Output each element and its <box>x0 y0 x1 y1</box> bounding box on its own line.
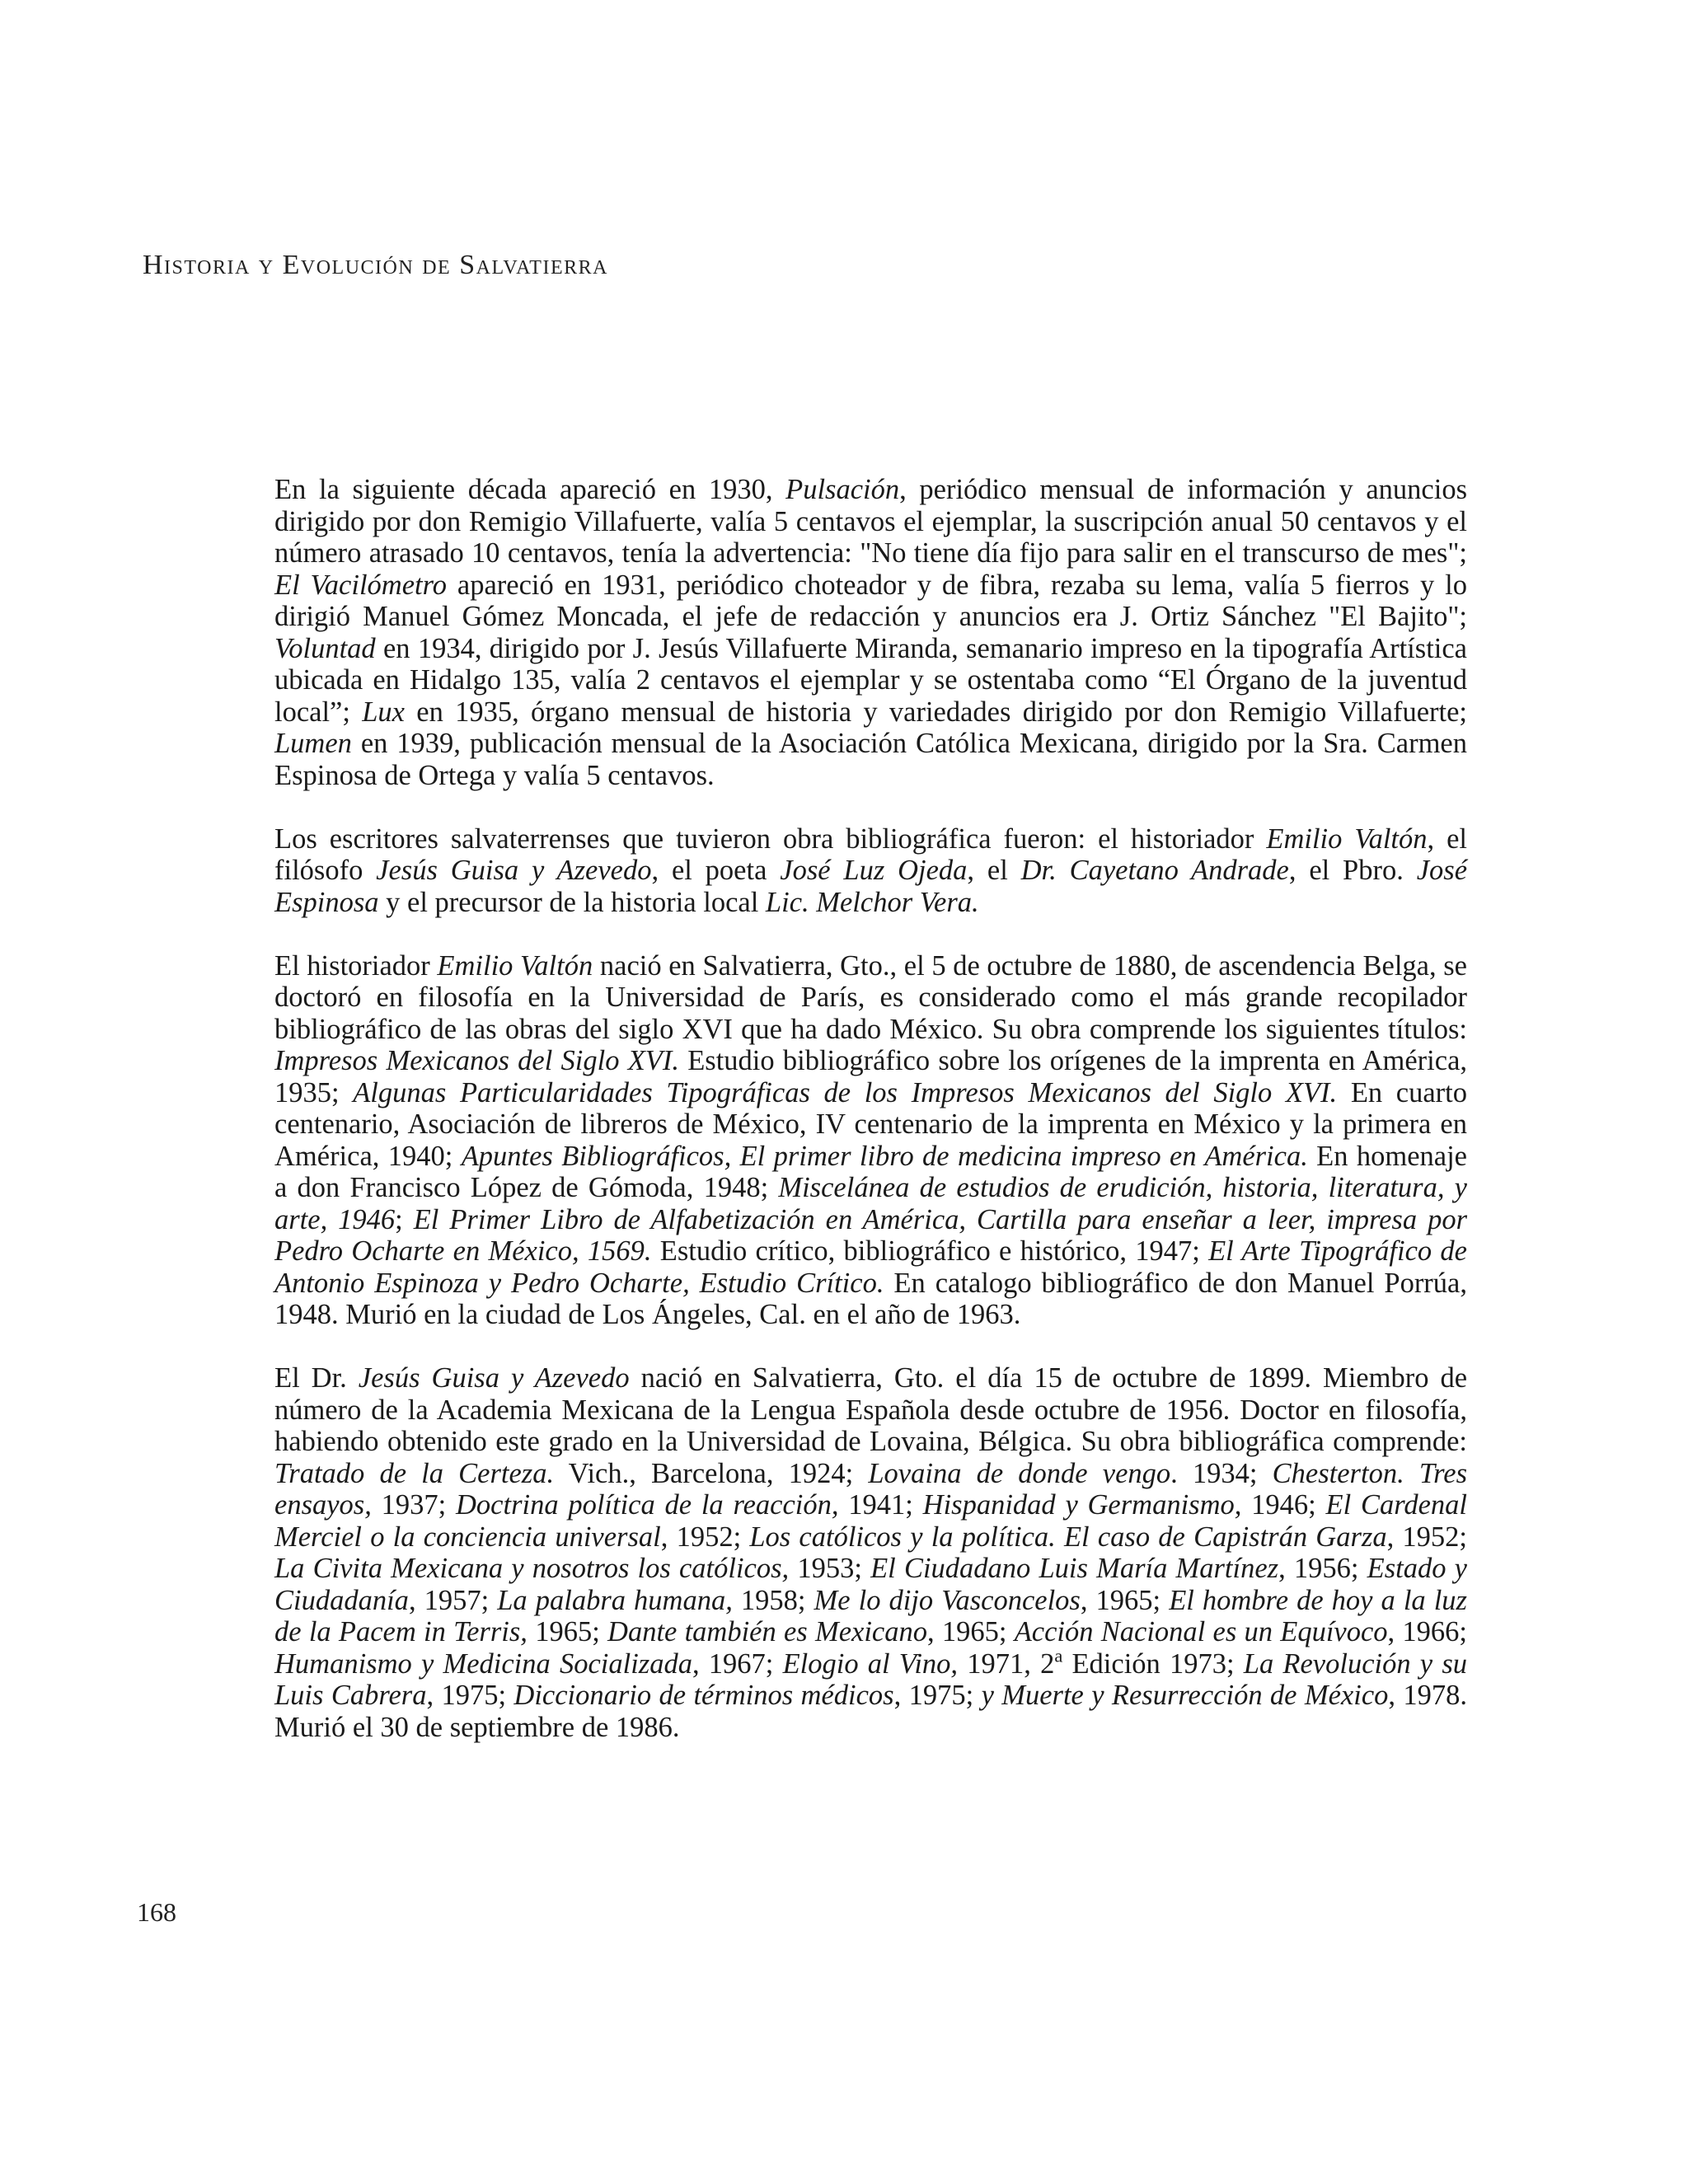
body-text <box>274 474 1467 1743</box>
text-run: , 1967; <box>692 1647 783 1680</box>
text-run: , 1956; <box>1278 1553 1367 1584</box>
text-run: , el filósofo <box>274 823 1467 886</box>
italic-title: Lic. Melchor Vera. <box>765 886 979 918</box>
text-run: , 1957; <box>408 1584 498 1616</box>
text-run: apareció en 1931, periódico choteador y de fibra, rezaba su lema, valía 5 fierros y lo dirigió Manuel Gómez Moncada, el jefe de redacción y anuncios era J. Ortiz Sánchez "El Bajito"; <box>274 569 1467 632</box>
paragraph <box>274 950 1467 1331</box>
text-run: , 1975; <box>893 1680 982 1711</box>
italic-title: Apuntes Bibliográficos, El primer libro de medicina impreso en América. <box>461 1140 1308 1172</box>
italic-title: Impresos Mexicanos del Siglo XVI. <box>274 1045 679 1076</box>
italic-title: El hombre de hoy a la luz de la Pacem in Terris, <box>274 1584 1467 1647</box>
text-run: nació en Salvatierra, Gto., el 5 de octubre de 1880, de ascendencia Belga, se doctoró en filosofía en la Universidad de París, es considerado como el más grande recopilador bibliográfico de las obras del siglo XVI que ha dado México. Su obra comprende los siguientes títulos: <box>274 949 1467 1045</box>
italic-title: Algunas Particularidades Tipográficas de los Impresos Mexicanos del Siglo XVI. <box>353 1076 1338 1108</box>
italic-title: Emilio Valtón <box>437 949 593 982</box>
italic-title: Lux <box>362 696 405 728</box>
text-run: . 1934; <box>1170 1457 1273 1489</box>
text-run: El Dr. <box>274 1362 359 1394</box>
italic-title: Jesús Guisa y Azevedo <box>376 855 652 886</box>
text-run: En homenaje a don Francisco López de Gómoda, 1948; <box>274 1140 1467 1203</box>
running-header: Historia y Evolución de Salvatierra <box>143 250 608 280</box>
italic-title: Doctrina política de la reacción, <box>456 1489 839 1521</box>
italic-title: El Cardenal Merciel o la conciencia universal <box>274 1489 1468 1553</box>
text-run: ; <box>395 1203 414 1235</box>
text-run: En cuarto centenario, Asociación de libreros de México, IV centenario de la imprenta en México y la primera en América, 1940; <box>274 1076 1467 1172</box>
italic-title: José Luz Ojeda <box>780 855 968 886</box>
italic-title: Emilio Valtón <box>1266 823 1428 855</box>
italic-title: Pulsación <box>785 474 900 505</box>
text-run: , el poeta <box>651 855 781 886</box>
italic-title: El Arte Tipográfico de Antonio Espinoza y Pedro Ocharte, Estudio Crítico. <box>274 1235 1467 1299</box>
text-run: 1965; <box>527 1616 608 1647</box>
text-run: 1946; <box>1241 1489 1326 1521</box>
italic-title: El Vacilómetro <box>274 569 447 601</box>
italic-title: Tratado de la Certeza. <box>274 1457 555 1489</box>
text-run: , periódico mensual de información y anuncios dirigido por don Remigio Villafuerte, valía 5 centavos el ejemplar, la suscripción anual 50 centavos y el número atrasado 10 centavos, tenía la advertencia: "No tiene día fijo para salir en el transcurso de mes"; <box>274 474 1467 569</box>
italic-title: Hispanidad y Germanismo, <box>922 1489 1242 1521</box>
text-run: 1937; <box>371 1489 456 1521</box>
text-run: , 1966; <box>1387 1616 1467 1647</box>
text-run: En la siguiente década apareció en 1930, <box>274 474 786 505</box>
italic-title: Humanismo y Medicina Socializada <box>274 1647 692 1680</box>
text-run: nació en Salvatierra, Gto. el día 15 de octubre de 1899. Miembro de número de la Academia Mexicana de la Lengua Española desde octubre de 1956. Doctor en filosofía, habiendo obtenido este grado en la Universidad de Lovaina, Bélgica. Su obra bibliográfica comprende: <box>274 1362 1468 1457</box>
text-run: , 1965; <box>927 1616 1015 1647</box>
text-run: , 1952; <box>1386 1521 1467 1553</box>
text-run: , 1978. Murió el 30 de septiembre de 1986. <box>274 1680 1468 1743</box>
italic-title: Dr. Cayetano Andrade <box>1020 855 1289 886</box>
text-run: , el <box>967 855 1021 886</box>
italic-title: Miscelánea de estudios de erudición, historia, literatura, y arte, 1946 <box>274 1172 1467 1235</box>
italic-title: Lumen <box>274 728 352 759</box>
italic-title: Elogio al Vino, <box>782 1647 959 1680</box>
superscript-text: a <box>1054 1645 1063 1666</box>
italic-title: Me lo dijo Vasconcelos <box>814 1584 1081 1616</box>
text-run: El historiador <box>274 949 438 982</box>
text-run: , el Pbro. <box>1288 855 1417 886</box>
italic-title: Voluntad <box>274 632 376 664</box>
italic-title: Chesterton. Tres ensayos, <box>274 1457 1468 1521</box>
italic-title: José Espinosa <box>274 855 1468 918</box>
text-run: Estudio bibliográfico sobre los orígenes de la imprenta en América, 1935; <box>274 1045 1468 1108</box>
italic-title: Dante también es Mexicano <box>607 1616 927 1647</box>
italic-title: Estado y Ciudadanía <box>274 1553 1467 1616</box>
text-run: 1953; <box>789 1553 871 1584</box>
italic-title: Los católicos y la política. El caso de Capistrán Garza <box>749 1521 1387 1553</box>
text-run: Vich., Barcelona, 1924; <box>554 1457 869 1489</box>
italic-title: y Muerte y Resurrección de México <box>981 1680 1389 1711</box>
text-run: en 1935, órgano mensual de historia y variedades dirigido por don Remigio Villafuerte; <box>404 696 1467 728</box>
italic-title: El Primer Libro de Alfabetización en América, Cartilla para enseñar a leer, impresa por Pedro Ocharte en México, 1569. <box>274 1203 1467 1267</box>
text-run: en 1939, publicación mensual de la Asociación Católica Mexicana, dirigido por la Sra. Carmen Espinosa de Ortega y valía 5 centavos. <box>274 728 1467 791</box>
text-run: Estudio crítico, bibliográfico e histórico, 1947; <box>651 1235 1209 1267</box>
italic-title: La Civita Mexicana y nosotros los católicos, <box>274 1553 790 1584</box>
italic-title: La Revolución y su Luis Cabrera <box>274 1647 1467 1711</box>
paragraph <box>274 474 1467 791</box>
italic-title: La palabra humana, <box>497 1584 733 1616</box>
italic-title: El Ciudadano Luis María Martínez <box>870 1553 1279 1584</box>
text-run: en 1934, dirigido por J. Jesús Villafuerte Miranda, semanario impreso en la tipografía Artística ubicada en Hidalgo 135, valía 2 centavos el ejemplar y se ostentaba como “El Órgano de la juventud local”; <box>274 632 1467 728</box>
italic-title: Lovaina de donde vengo <box>868 1457 1171 1489</box>
italic-title: Diccionario de términos médicos <box>513 1680 894 1711</box>
text-run: 1958; <box>732 1584 814 1616</box>
page-number: 168 <box>137 1897 176 1927</box>
paragraph <box>274 1362 1467 1743</box>
text-run: , 1952; <box>660 1521 750 1553</box>
text-run: 1941; <box>838 1489 923 1521</box>
text-run: Edición 1973; <box>1062 1647 1244 1680</box>
text-run: En catalogo bibliográfico de don Manuel Porrúa, 1948. Murió en la ciudad de Los Ángeles, Cal. en el año de 1963. <box>274 1267 1467 1330</box>
text-run: , 1975; <box>426 1680 514 1711</box>
text-run: 1971, 2 <box>958 1647 1055 1680</box>
text-run: , 1965; <box>1080 1584 1170 1616</box>
text-run: Los escritores salvaterrenses que tuvieron obra bibliográfica fueron: el historiador <box>274 823 1267 855</box>
italic-title: Acción Nacional es un Equívoco <box>1014 1616 1388 1647</box>
text-run: y el precursor de la historia local <box>378 886 766 918</box>
paragraph <box>274 823 1467 919</box>
italic-title: Jesús Guisa y Azevedo <box>358 1362 630 1394</box>
